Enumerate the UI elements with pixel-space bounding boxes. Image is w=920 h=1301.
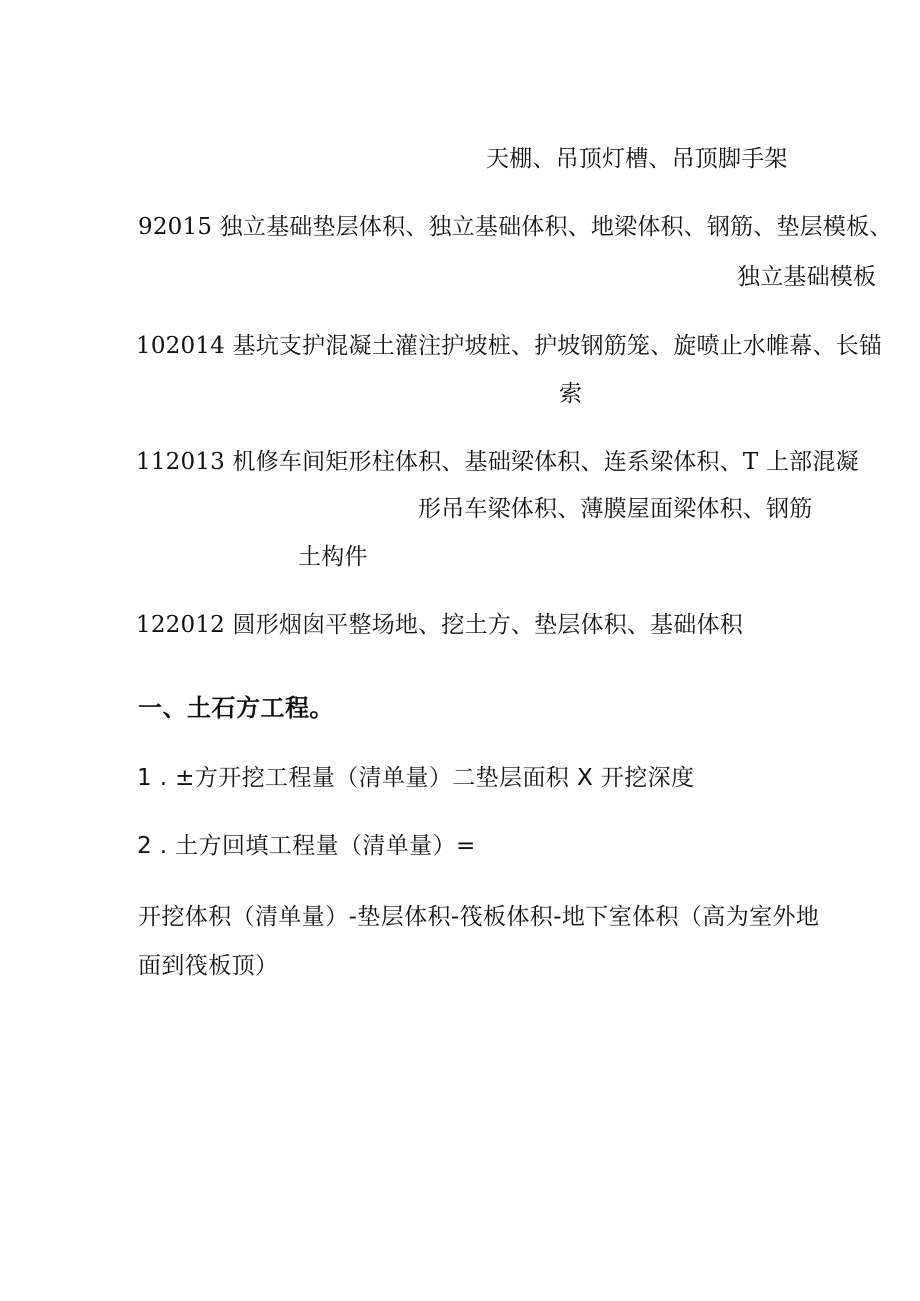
table-row-4-line-1: 112013 机修车间矩形柱体积、基础梁体积、连系梁体积、T 上部混凝 [136, 449, 859, 475]
paragraph-line-1: 开挖体积（清单量）-垫层体积-筏板体积-地下室体积（高为室外地 [138, 904, 820, 930]
paragraph-line-2: 面到筏板顶） [138, 953, 279, 979]
table-row-2-line-2: 独立基础模板 [737, 264, 877, 290]
table-row-3-line-1: 102014 基坑支护混凝土灌注护坡桩、护坡钢筋笼、旋喷止水帷幕、长锚 [136, 333, 883, 359]
list-item-2: 2 . 土方回填工程量（清单量）= [137, 833, 476, 859]
table-row-4-line-3: 土构件 [298, 544, 368, 570]
table-row-1-line-1: 天棚、吊顶灯槽、吊顶脚手架 [486, 146, 788, 172]
table-row-2-line-1: 92015 独立基础垫层体积、独立基础体积、地梁体积、钢筋、垫层模板、 [138, 214, 893, 240]
table-row-5-line-1: 122012 圆形烟囱平整场地、挖土方、垫层体积、基础体积 [136, 612, 743, 638]
table-row-3-line-2: 索 [559, 381, 583, 407]
list-item-1: 1 . ±方开挖工程量（清单量）二垫层面积 X 开挖深度 [137, 765, 695, 791]
table-row-4-line-2: 形吊车梁体积、薄膜屋面梁体积、钢筋 [418, 496, 813, 522]
section-heading: 一、土石方工程。 [138, 694, 334, 722]
